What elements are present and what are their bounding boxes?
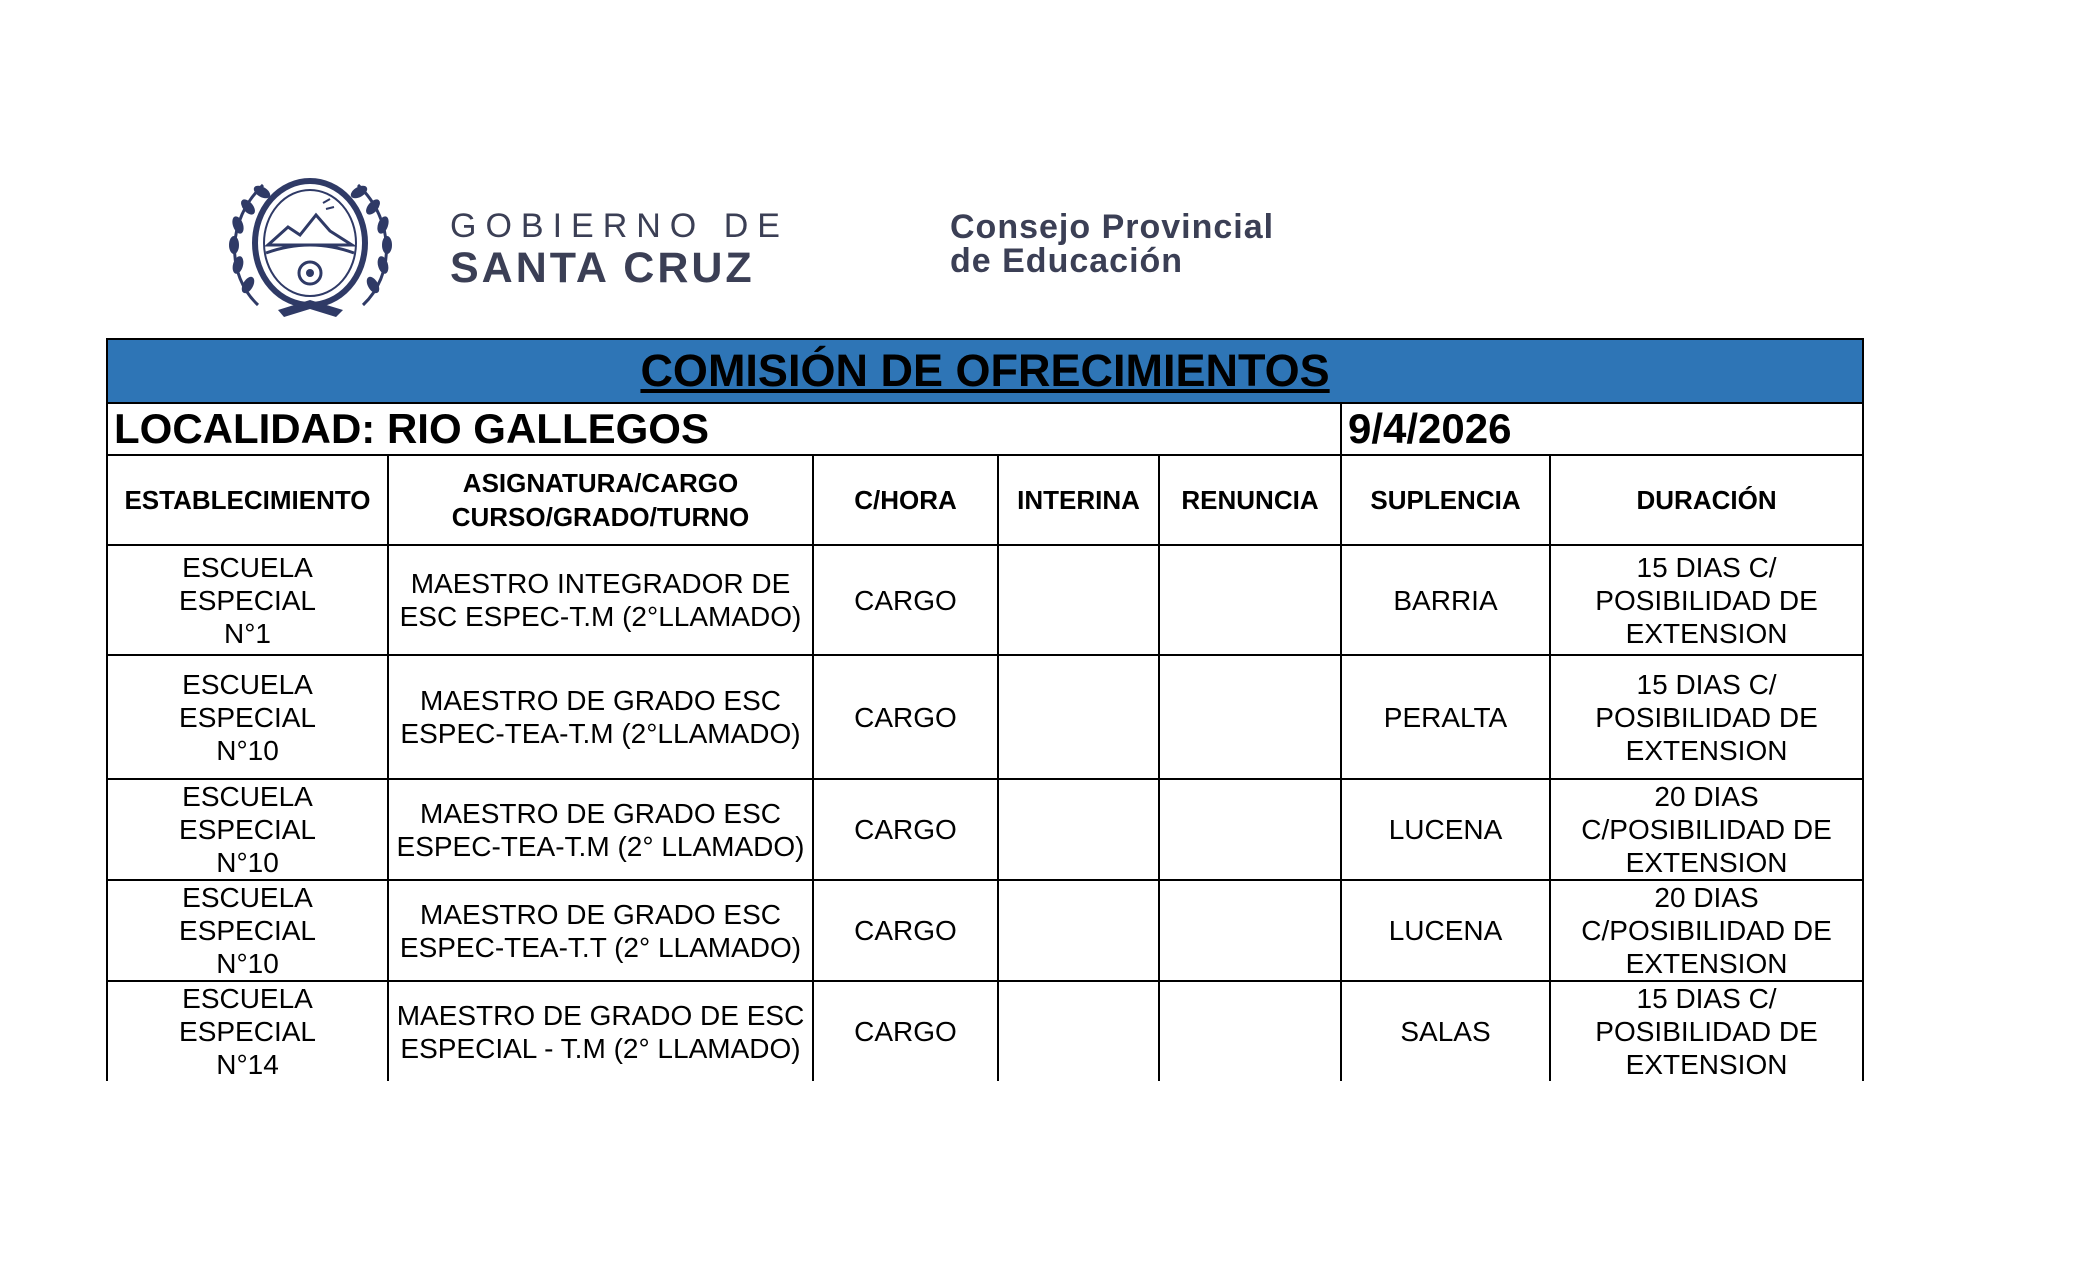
cell-est-line1: ESCUELA ESPECIAL: [179, 882, 316, 946]
cell-est-line2: N°1: [224, 617, 271, 649]
cell-suplencia: PERALTA: [1341, 655, 1550, 779]
col-asignatura: [388, 455, 813, 545]
header-row: [107, 455, 1863, 545]
cell-renuncia: [1159, 981, 1341, 1081]
date-label: 9/4/2026: [1341, 403, 1863, 455]
cell-chora: CARGO: [813, 880, 998, 981]
cell-dur-line3: EXTENSION: [1625, 847, 1788, 878]
cell-interina: [998, 880, 1159, 981]
cell-interina: [998, 981, 1159, 1081]
cell-est-line1: ESCUELA ESPECIAL: [179, 668, 316, 733]
government-logo-text: [450, 207, 789, 291]
cell-renuncia: [1159, 655, 1341, 779]
cell-interina: [998, 779, 1159, 880]
cell-est-line1: ESCUELA ESPECIAL: [179, 781, 316, 845]
cell-dur-line1: 20 DIAS: [1654, 781, 1759, 812]
cell-est-line1: ESCUELA ESPECIAL: [179, 983, 316, 1047]
cell-duracion: [1550, 655, 1863, 779]
cell-chora: CARGO: [813, 981, 998, 1081]
cell-asig-line1: MAESTRO DE GRADO DE ESC: [396, 999, 805, 1031]
cell-asig-line2: ESPEC-TEA-T.M (2°LLAMADO): [400, 718, 801, 749]
cell-duracion: [1550, 880, 1863, 981]
cell-asig-line2: ESPECIAL - T.M (2° LLAMADO): [400, 1032, 801, 1064]
col-duracion: DURACIÓN: [1550, 455, 1863, 545]
cell-asignatura: [388, 880, 813, 981]
cell-establecimiento: [107, 880, 388, 981]
col-asignatura-line1: ASIGNATURA/CARGO: [462, 468, 739, 498]
cell-dur-line2: POSIBILIDAD DE: [1595, 1016, 1818, 1047]
cell-chora: CARGO: [813, 545, 998, 655]
cell-dur-line2: POSIBILIDAD DE: [1595, 701, 1818, 733]
cell-asig-line1: MAESTRO DE GRADO ESC: [420, 797, 781, 829]
document-header: [218, 165, 1368, 325]
cell-asignatura: [388, 779, 813, 880]
cell-asignatura: [388, 545, 813, 655]
locality-row: [107, 403, 1863, 455]
table-row: [107, 981, 1863, 1081]
cell-establecimiento: [107, 655, 388, 779]
table-row: [107, 545, 1863, 655]
col-renuncia: RENUNCIA: [1159, 455, 1341, 545]
cell-dur-line3: EXTENSION: [1625, 617, 1788, 649]
cell-est-line2: N°10: [216, 847, 279, 878]
table-row: [107, 655, 1863, 779]
offers-table: [106, 338, 1864, 1081]
cell-est-line1: ESCUELA ESPECIAL: [179, 551, 316, 616]
col-interina: INTERINA: [998, 455, 1159, 545]
cell-duracion: [1550, 981, 1863, 1081]
cell-asig-line2: ESPEC-TEA-T.M (2° LLAMADO): [396, 830, 805, 862]
cell-asig-line1: MAESTRO INTEGRADOR DE: [410, 568, 791, 599]
table-row: [107, 880, 1863, 981]
cell-chora: CARGO: [813, 655, 998, 779]
cell-asignatura: [388, 981, 813, 1081]
col-suplencia: SUPLENCIA: [1341, 455, 1550, 545]
cell-asig-line1: MAESTRO DE GRADO ESC: [420, 898, 781, 930]
gov-line1: GOBIERNO DE: [450, 207, 789, 245]
cell-asig-line2: ESPEC-TEA-T.T (2° LLAMADO): [399, 931, 802, 963]
locality-label: LOCALIDAD: RIO GALLEGOS: [107, 403, 1341, 455]
cell-dur-line1: 15 DIAS C/: [1636, 983, 1777, 1014]
cell-interina: [998, 545, 1159, 655]
cell-duracion: [1550, 545, 1863, 655]
cell-suplencia: LUCENA: [1341, 880, 1550, 981]
cell-dur-line1: 15 DIAS C/: [1636, 551, 1777, 583]
cell-est-line2: N°14: [216, 1049, 279, 1080]
cell-est-line2: N°10: [216, 948, 279, 979]
cell-suplencia: SALAS: [1341, 981, 1550, 1081]
cell-dur-line2: C/POSIBILIDAD DE: [1581, 814, 1832, 845]
cell-establecimiento: [107, 545, 388, 655]
cell-establecimiento: [107, 981, 388, 1081]
table-title: COMISIÓN DE OFRECIMIENTOS: [107, 339, 1863, 403]
cell-interina: [998, 655, 1159, 779]
cell-suplencia: LUCENA: [1341, 779, 1550, 880]
gov-line2: SANTA CRUZ: [450, 244, 755, 292]
cell-dur-line2: C/POSIBILIDAD DE: [1581, 915, 1832, 946]
cell-est-line2: N°10: [216, 734, 279, 766]
table-row: [107, 779, 1863, 880]
cell-renuncia: [1159, 880, 1341, 981]
council-line2: de Educación: [950, 242, 1184, 280]
title-row: [107, 339, 1863, 403]
cell-asig-line2: ESC ESPEC-T.M (2°LLAMADO): [399, 601, 802, 632]
cell-dur-line3: EXTENSION: [1625, 1049, 1788, 1080]
cell-duracion: [1550, 779, 1863, 880]
council-line1: Consejo Provincial: [950, 208, 1275, 246]
cell-suplencia: BARRIA: [1341, 545, 1550, 655]
cell-establecimiento: [107, 779, 388, 880]
cell-dur-line1: 20 DIAS: [1654, 882, 1759, 913]
cell-renuncia: [1159, 779, 1341, 880]
cell-chora: CARGO: [813, 779, 998, 880]
cell-dur-line1: 15 DIAS C/: [1636, 668, 1777, 700]
col-establecimiento: ESTABLECIMIENTO: [107, 455, 388, 545]
col-chora: C/HORA: [813, 455, 998, 545]
cell-asignatura: [388, 655, 813, 779]
cell-dur-line2: POSIBILIDAD DE: [1595, 584, 1818, 616]
cell-dur-line3: EXTENSION: [1625, 734, 1788, 766]
cell-renuncia: [1159, 545, 1341, 655]
cell-asig-line1: MAESTRO DE GRADO ESC: [420, 685, 781, 716]
col-asignatura-line2: CURSO/GRADO/TURNO: [451, 502, 750, 532]
council-logo-text: [950, 210, 1274, 278]
cell-dur-line3: EXTENSION: [1625, 948, 1788, 979]
santa-cruz-seal-icon: [218, 165, 403, 325]
